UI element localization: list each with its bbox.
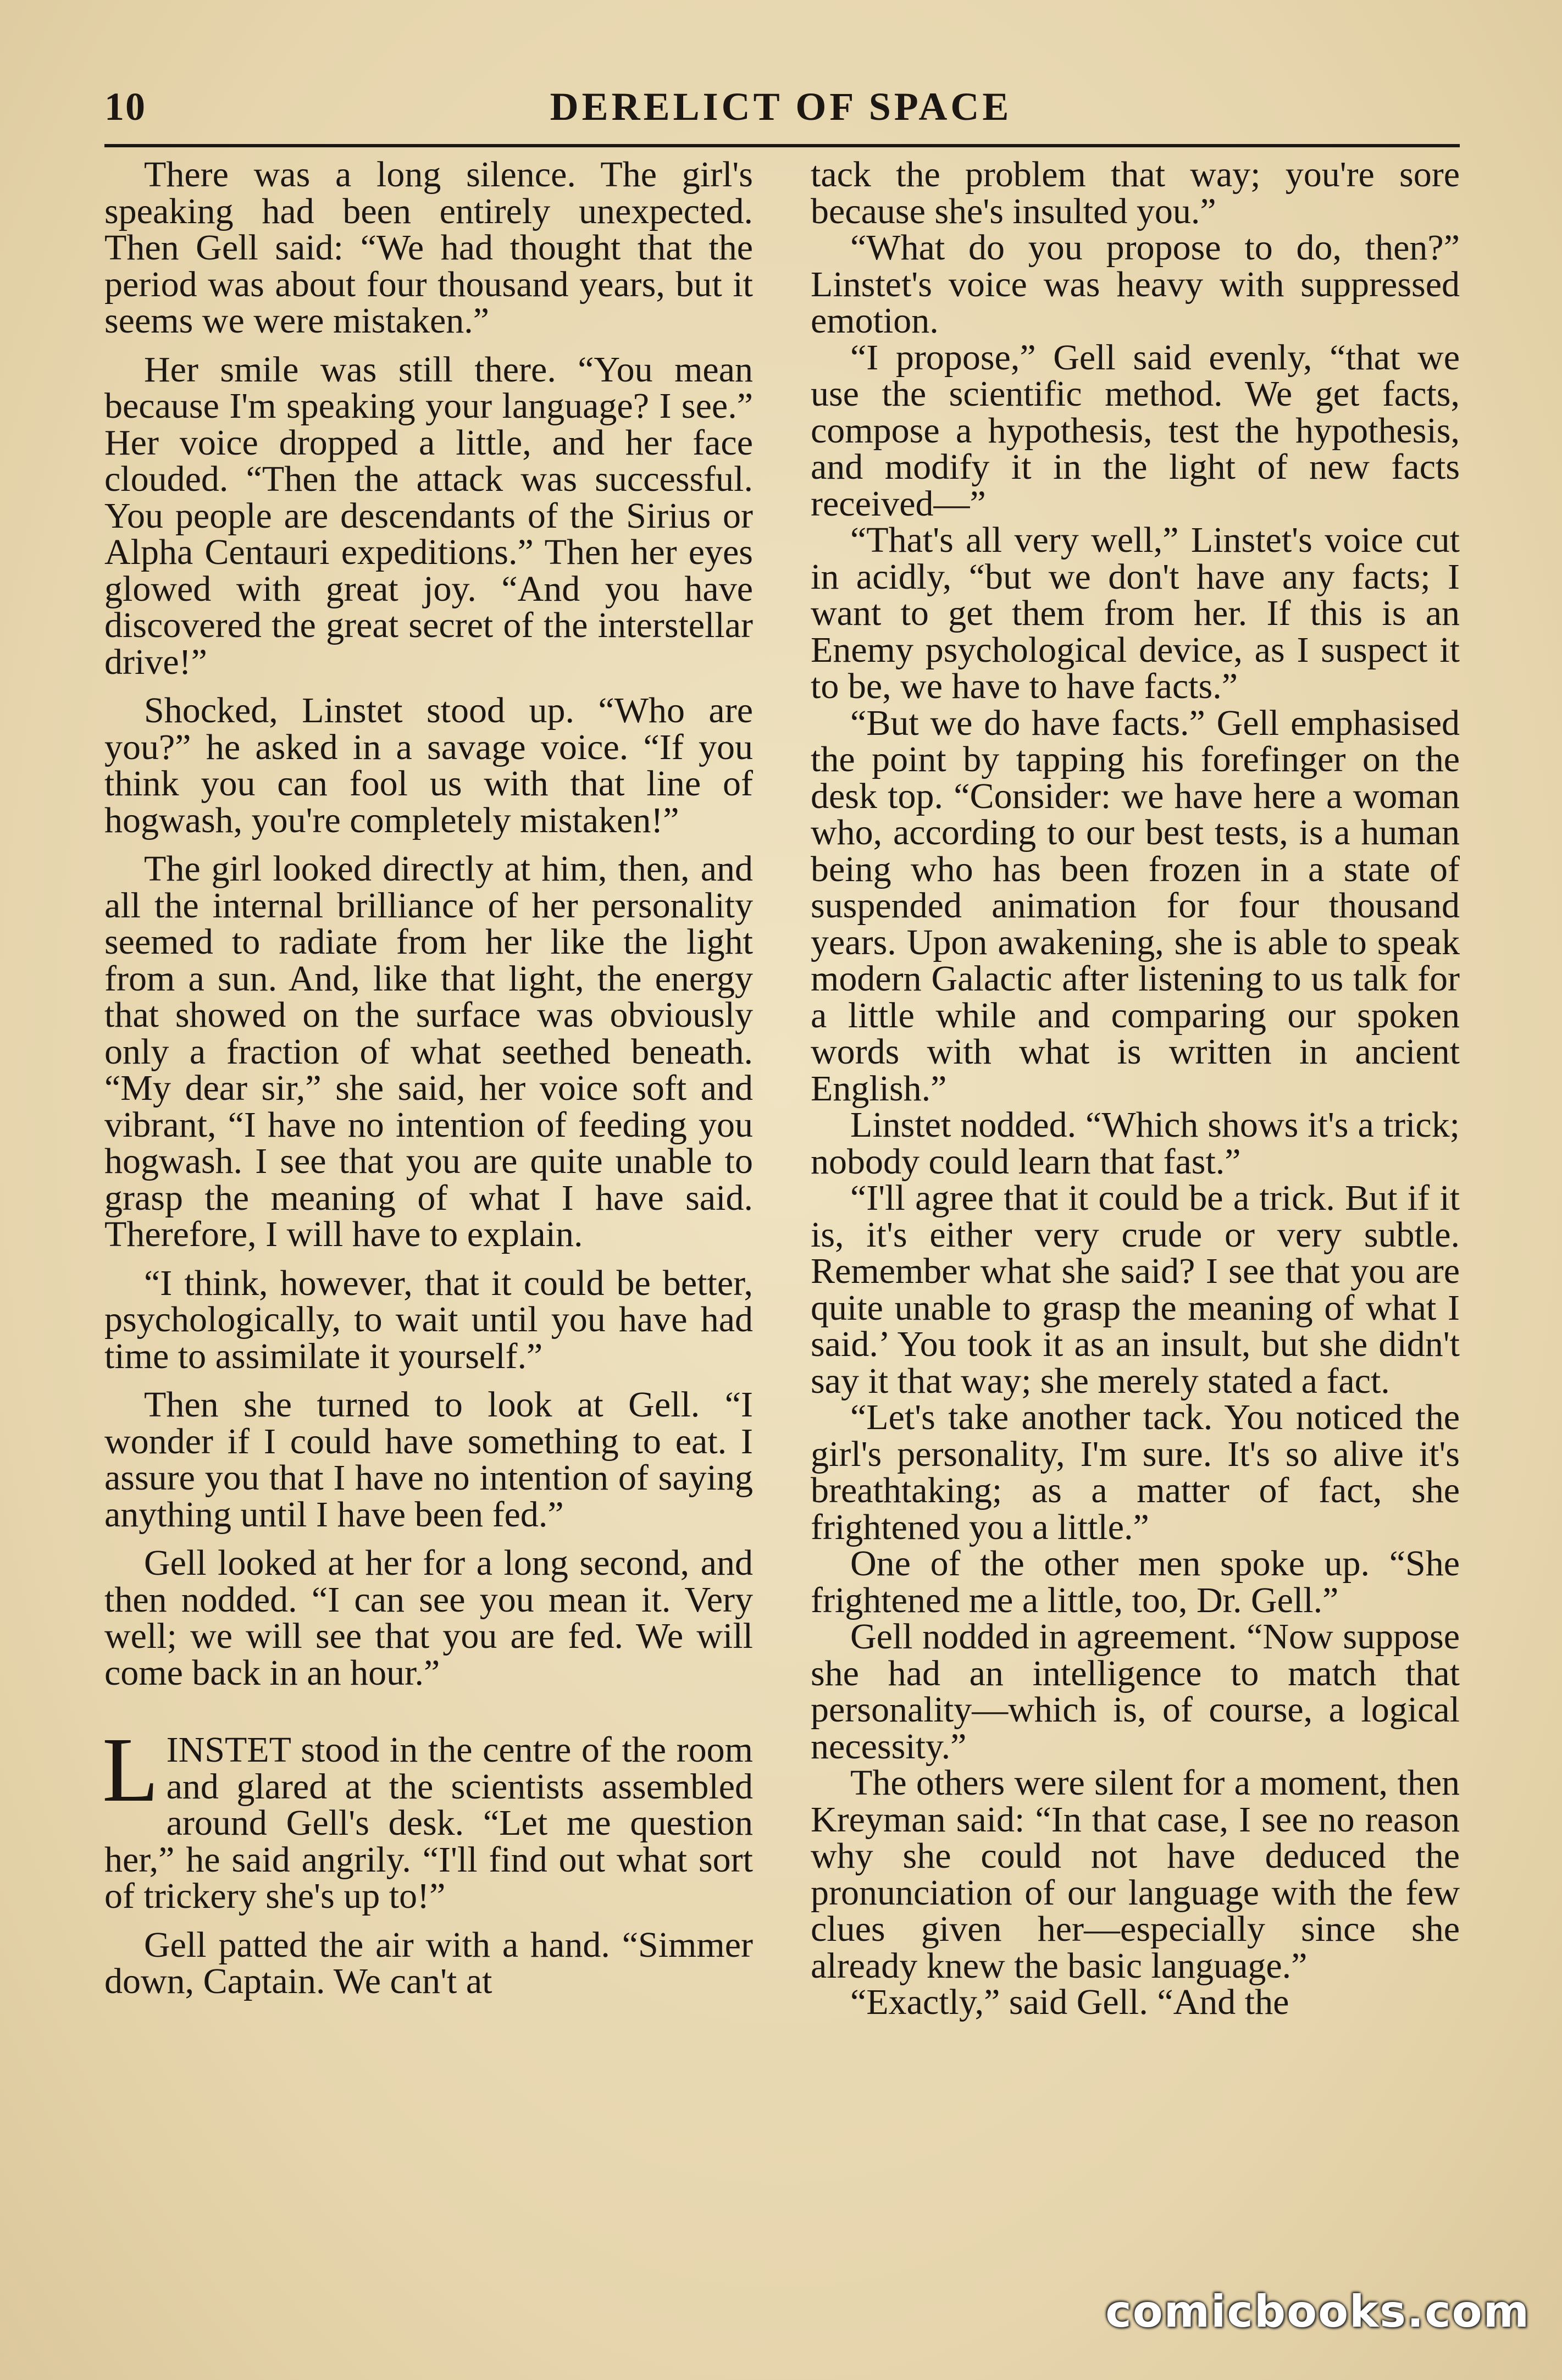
paragraph: Gell nodded in agreement. “Now suppose she had an intelligence to match that personality—which is, of course, a logical necessity.” (811, 1617, 1460, 1767)
paragraph: Gell looked at her for a long second, and then nodded. “I can see you mean it. Very well; we will see that you are fed. We will come back in an hour.” (104, 1543, 753, 1693)
paragraph: Shocked, Linstet stood up. “Who are you?” he asked in a savage voice. “If you think you can fool us with that line of hogwash, you're completely mistaken!” (104, 690, 753, 840)
watermark: comicbooks.com (1105, 2286, 1530, 2337)
paragraph: “That's all very well,” Linstet's voice cut in acidly, “but we don't have any facts; I want to get them from her. If this is an Enemy psychological device, as I suspect it to be, we have to have facts.” (811, 520, 1460, 706)
paragraph: “I'll agree that it could be a trick. But if it is, it's either very crude or very subtle. Remember what she said? I see that you are quite unable to grasp the meaning of what I said.’ You took it as an insult, but she didn't say it that way; she merely stated a fact. (811, 1178, 1460, 1401)
paragraph: “Let's take another tack. You noticed the girl's personality, I'm sure. It's so alive it's breathtaking; as a matter of fact, she frightened you a little.” (811, 1397, 1460, 1547)
paragraph: There was a long silence. The girl's speaking had been entirely unexpected. Then Gell said: “We had thought that the period was about four thousand years, but it seems we were mistaken.” (104, 154, 753, 341)
header-rule (104, 144, 1460, 147)
paragraph-text: INSTET stood in the centre of the room and glared at the scientists assembled around Gell's desk. “Let me question her,” he said angrily. “I'll find out what sort of trickery she's up to!” (104, 1730, 753, 1916)
paragraph: “What do you propose to do, then?” Linstet's voice was heavy with suppressed emotion. (811, 228, 1460, 341)
paragraph: The girl looked directly at him, then, and all the internal brilliance of her personality seemed to radiate from her like the light from a sun. And, like that light, the energy that showed on the surface was obviously only a fraction of what seethed beneath. “My dear sir,” she said, her voice soft and vibrant, “I have no intention of feeding you hogwash. I see that you are quite unable to grasp the meaning of what I have said. Therefore, I will have to explain. (104, 849, 753, 1254)
right-column (811, 154, 1460, 2022)
paragraph: One of the other men spoke up. “She frightened me a little, too, Dr. Gell.” (811, 1543, 1460, 1620)
paragraph: Then she turned to look at Gell. “I wonder if I could have something to eat. I assure you that I have no intention of saying anything until I have been fed.” (104, 1385, 753, 1535)
paragraph: Gell patted the air with a hand. “Simmer down, Captain. We can't at (104, 1924, 753, 2001)
paragraph: “I think, however, that it could be better, psychologically, to wait until you have had time to assimilate it yourself.” (104, 1263, 753, 1376)
section-opening-paragraph (102, 1719, 753, 1916)
paragraph: “But we do have facts.” Gell emphasised the point by tapping his forefinger on the desk top. “Consider: we have here a woman who, according to our best tests, is a human being who has been frozen in a state of suspended animation for four thousand years. Upon awakening, she is able to speak modern Galactic after listening to us talk for a little while and comparing our spoken words with what is written in ancient English.” (811, 702, 1460, 1109)
paragraph: The others were silent for a moment, then Kreyman said: “In that case, I see no reason why she could not have deduced the pronunciation of our language with the few clues given her—especially since she already knew the basic language.” (811, 1763, 1460, 1986)
running-title: DERELICT OF SPACE (550, 85, 1012, 129)
paragraph: “I propose,” Gell said evenly, “that we use the scientific method. We get facts, compose a hypothesis, test the hypothesis, and modify it in the light of new facts received—” (811, 337, 1460, 524)
paragraph: Her smile was still there. “You mean because I'm speaking your language? I see.” Her voice dropped a little, and her face clouded. “Then the attack was successful. You people are descendants of the Sirius or Alpha Centauri expeditions.” Then her eyes glowed with great joy. “And you have discovered the great secret of the interstellar drive!” (104, 349, 753, 682)
paragraph: Linstet nodded. “Which shows it's a trick; nobody could learn that fast.” (811, 1105, 1460, 1182)
left-column (102, 154, 753, 2001)
page-number: 10 (104, 85, 146, 129)
drop-cap: L (102, 1719, 159, 1821)
paragraph: tack the problem that way; you're sore because she's insulted you.” (811, 154, 1460, 231)
paragraph: “Exactly,” said Gell. “And the (850, 1982, 1289, 2022)
